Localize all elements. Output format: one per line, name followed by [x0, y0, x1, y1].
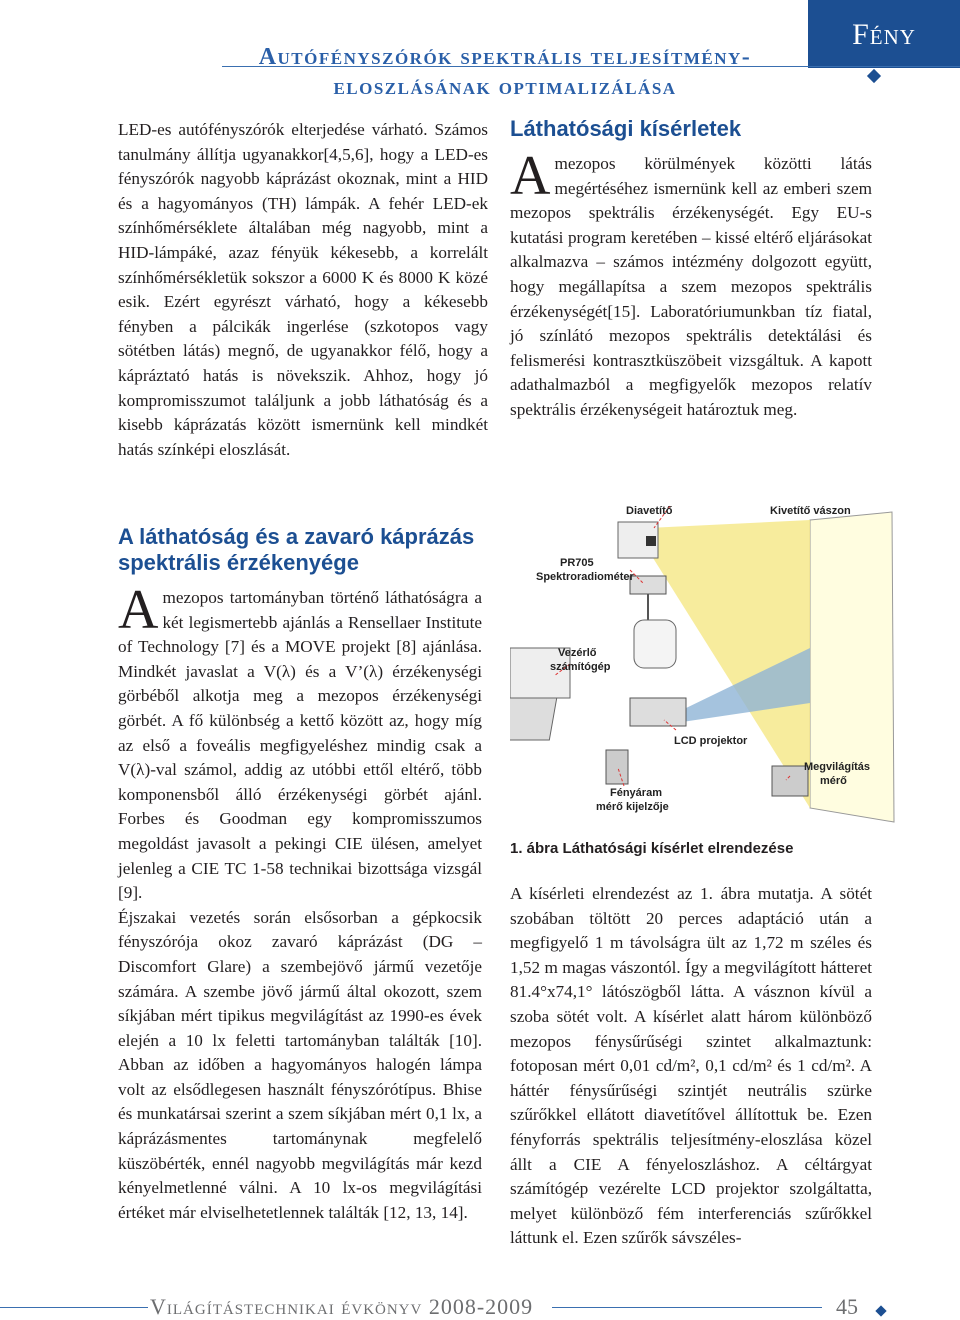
- paragraph: A kísérleti elrendezést az 1. ábra mutatja. A sötét szobában töltött 20 perces adaptáció után a megfigyelő 1 m távolságra ült az 1,72 m széles és 1,52 m magas vászontól. Így a megvilágított hátteret 81.4°x74,1° látószögből látta. A vásznon kívül a szoba sötét volt. A kísérlet alatt három különböző mezopos fénysűrűségi szintet alkalmaztunk: fotoposan mért 0,01 cd/m², 0,1 cd/m² és 1 cd/m². A háttér fénysűrűségi szintjét neutrális szürke szűrőkkel ellátott diavetítővel állítottuk be. Ezen fényforrás spektrális teljesítmény-eloszlása közel állt a CIE A fényeloszláshoz. A céltárgyat számítógép vezérelte LCD projektor szolgáltatta, melyet különböző fém interferenciás szűrőkkel láttunk el. Ezen szűrők sávszéles-: [510, 884, 872, 1248]
- paragraph: [510, 145, 872, 423]
- label-pr705: PR705: [560, 557, 594, 569]
- slide-projector-lens: [646, 536, 656, 546]
- section-heading: Láthatósági kísérletek: [510, 116, 742, 141]
- label-megvilagitas-mero: mérő: [820, 775, 847, 787]
- label-fenyaram: Fényáram: [610, 787, 662, 799]
- label-megvilagitas: Megvilágítás: [804, 761, 871, 773]
- right-column-bottom: [510, 882, 872, 1251]
- section-heading: A láthatóság és a zavaró káprázás spektrális érzékenyége: [118, 524, 475, 575]
- figure-caption: 1. ábra Láthatósági kísérlet elrendezése: [510, 840, 794, 857]
- footer-diamond-icon: [875, 1305, 886, 1316]
- article-title-line-2: eloszlásának optimalizálása: [333, 74, 677, 100]
- keyboard-icon: [510, 698, 557, 740]
- section-label: Fény: [852, 18, 916, 51]
- left-column-bottom: [118, 524, 482, 1225]
- label-spektroradiometer: Spektroradiométer: [536, 571, 634, 583]
- paragraph: Éjszakai vezetés során elsősorban a gépkocsik fényszórója okoz zavaró káprázást (DG – Discomfort Glare) a szembejövő jármű vezetője számára. A szembe jövő jármű által okozott, szem síkjában mért tipikus megvilágítást az 1990-es évek elején a 10 lx feletti tartományban találták [10]. Abban az időben a hagyományos halogén lámpa volt az elsődlegesen használt fényszórótípus. Bhise és munkatársai szerint a szem síkjában mért 0,1 lx, a káprázásmentes tartománynak megfelelő küszöbérték, ennél nagyobb megvilágítás már kezd kényelmetlenné válni. A 10 lx-os megvilágítási értéket már elviselhetetlennek találták [12, 13, 14].: [118, 907, 482, 1222]
- illuminance-meter-icon: [772, 766, 808, 796]
- flux-meter-icon: [606, 750, 628, 784]
- page-number: 45: [836, 1294, 858, 1319]
- paragraph-text: mezopos tartományban történő láthatóságra a két legismertebb ajánlás a Rensellaer Institute of Technology [7] és a MOVE projekt [8] ajánlása. Mindkét javaslat a V(λ) és a V’(λ) érzékenységi görbéből alkotja meg a mezopos érzékenységi görbét. A fő különbség a kettő között az, hogy míg az első a foveális megfigyeléshez mindig csak a V(λ)-val számol, addig az utóbbi ettől eltérő, több komponensből álló érzékenységi görbét ajánl. Forbes és Goodman egy kompromisszumos megoldást javasolt a pekingi CIE ülésen, amelyet jelenleg a CIE TC 1-58 technikai bizottsága vizsgál [9].: [118, 588, 482, 903]
- lcd-projector-icon: [630, 698, 686, 726]
- left-column-top: [118, 118, 488, 462]
- spectroradiometer-icon: [630, 576, 666, 594]
- drop-cap: A: [118, 579, 159, 641]
- paragraph-text: mezopos körülmények közötti látás megértéséhez ismernünk kell az emberi szem mezopos spektrális érzékenységét. Egy EU-s kutatási program keretében – kissé eltérő eljárásokat alkalmazva – számos intézmény dolgozott együtt, hogy megállapítsa a szem mezopos spektrális érzékenységét[15]. Laboratóriumunkban tíz fiatal, jó színlátó mezopos spektrális detektálási és felismerési kontrasztküszöbeit vizsgáltuk. A kapott adathalmazból a megfigyelők mezopos relatív spektrális érzékenységeit határoztuk meg.: [510, 154, 872, 419]
- setup-diagram: [510, 498, 902, 830]
- diamond-icon: [867, 69, 881, 83]
- experiment-setup-figure: [510, 498, 902, 830]
- right-column-top: [510, 116, 872, 423]
- drop-cap: A: [510, 145, 551, 207]
- article-title: [225, 42, 785, 102]
- footer-title: Világítástechnikai évkönyv 2008-2009: [150, 1294, 534, 1319]
- section-tab: [808, 0, 960, 68]
- footer-rule-right: [552, 1307, 822, 1308]
- article-title-line-1: Autófényszórók spektrális teljesítmény-: [258, 44, 752, 70]
- label-lcd: LCD projektor: [674, 735, 748, 747]
- label-diavetito: Diavetítő: [626, 505, 673, 517]
- paragraph: LED-es autófényszórók elterjedése várható. Számos tanulmány állítja ugyanakkor[4,5,6], hogy a LED-es fényszórók nagyobb káprázást okoznak, mint a HID és a hagyományos (TH) lámpák. A fehér LED-ek színhőmérséklete általában még nagyobb, mint a HID-lámpáké, azaz fényük kékesebb, a korrelált színhőmérsékletük sokszor a 6000 K és 8000 K közé esik. Ezért egyrészt várható, hogy a kékesebb fényben a pálcikák ingerlése (szkotopos vagy sötétben látás) megnő, de ugyanakkor félő, hogy a kápráztató hatás is növekszik. Ahhoz, hogy jó kompromisszumot találjunk a jobb láthatóság és a kisebb káprázatás között ismernünk kell mindkét hatás színképi eloszlását.: [118, 120, 488, 459]
- label-fenyaram-kijelzo: mérő kijelzője: [596, 801, 669, 813]
- chair-icon: [634, 620, 676, 668]
- footer-rule-left: [0, 1307, 148, 1308]
- label-vaszon: Kivetítő vászon: [770, 505, 851, 517]
- label-vezerlo: Vezérlő: [558, 647, 597, 659]
- paragraph: [118, 579, 482, 906]
- label-szamitogep: számítógép: [550, 661, 611, 673]
